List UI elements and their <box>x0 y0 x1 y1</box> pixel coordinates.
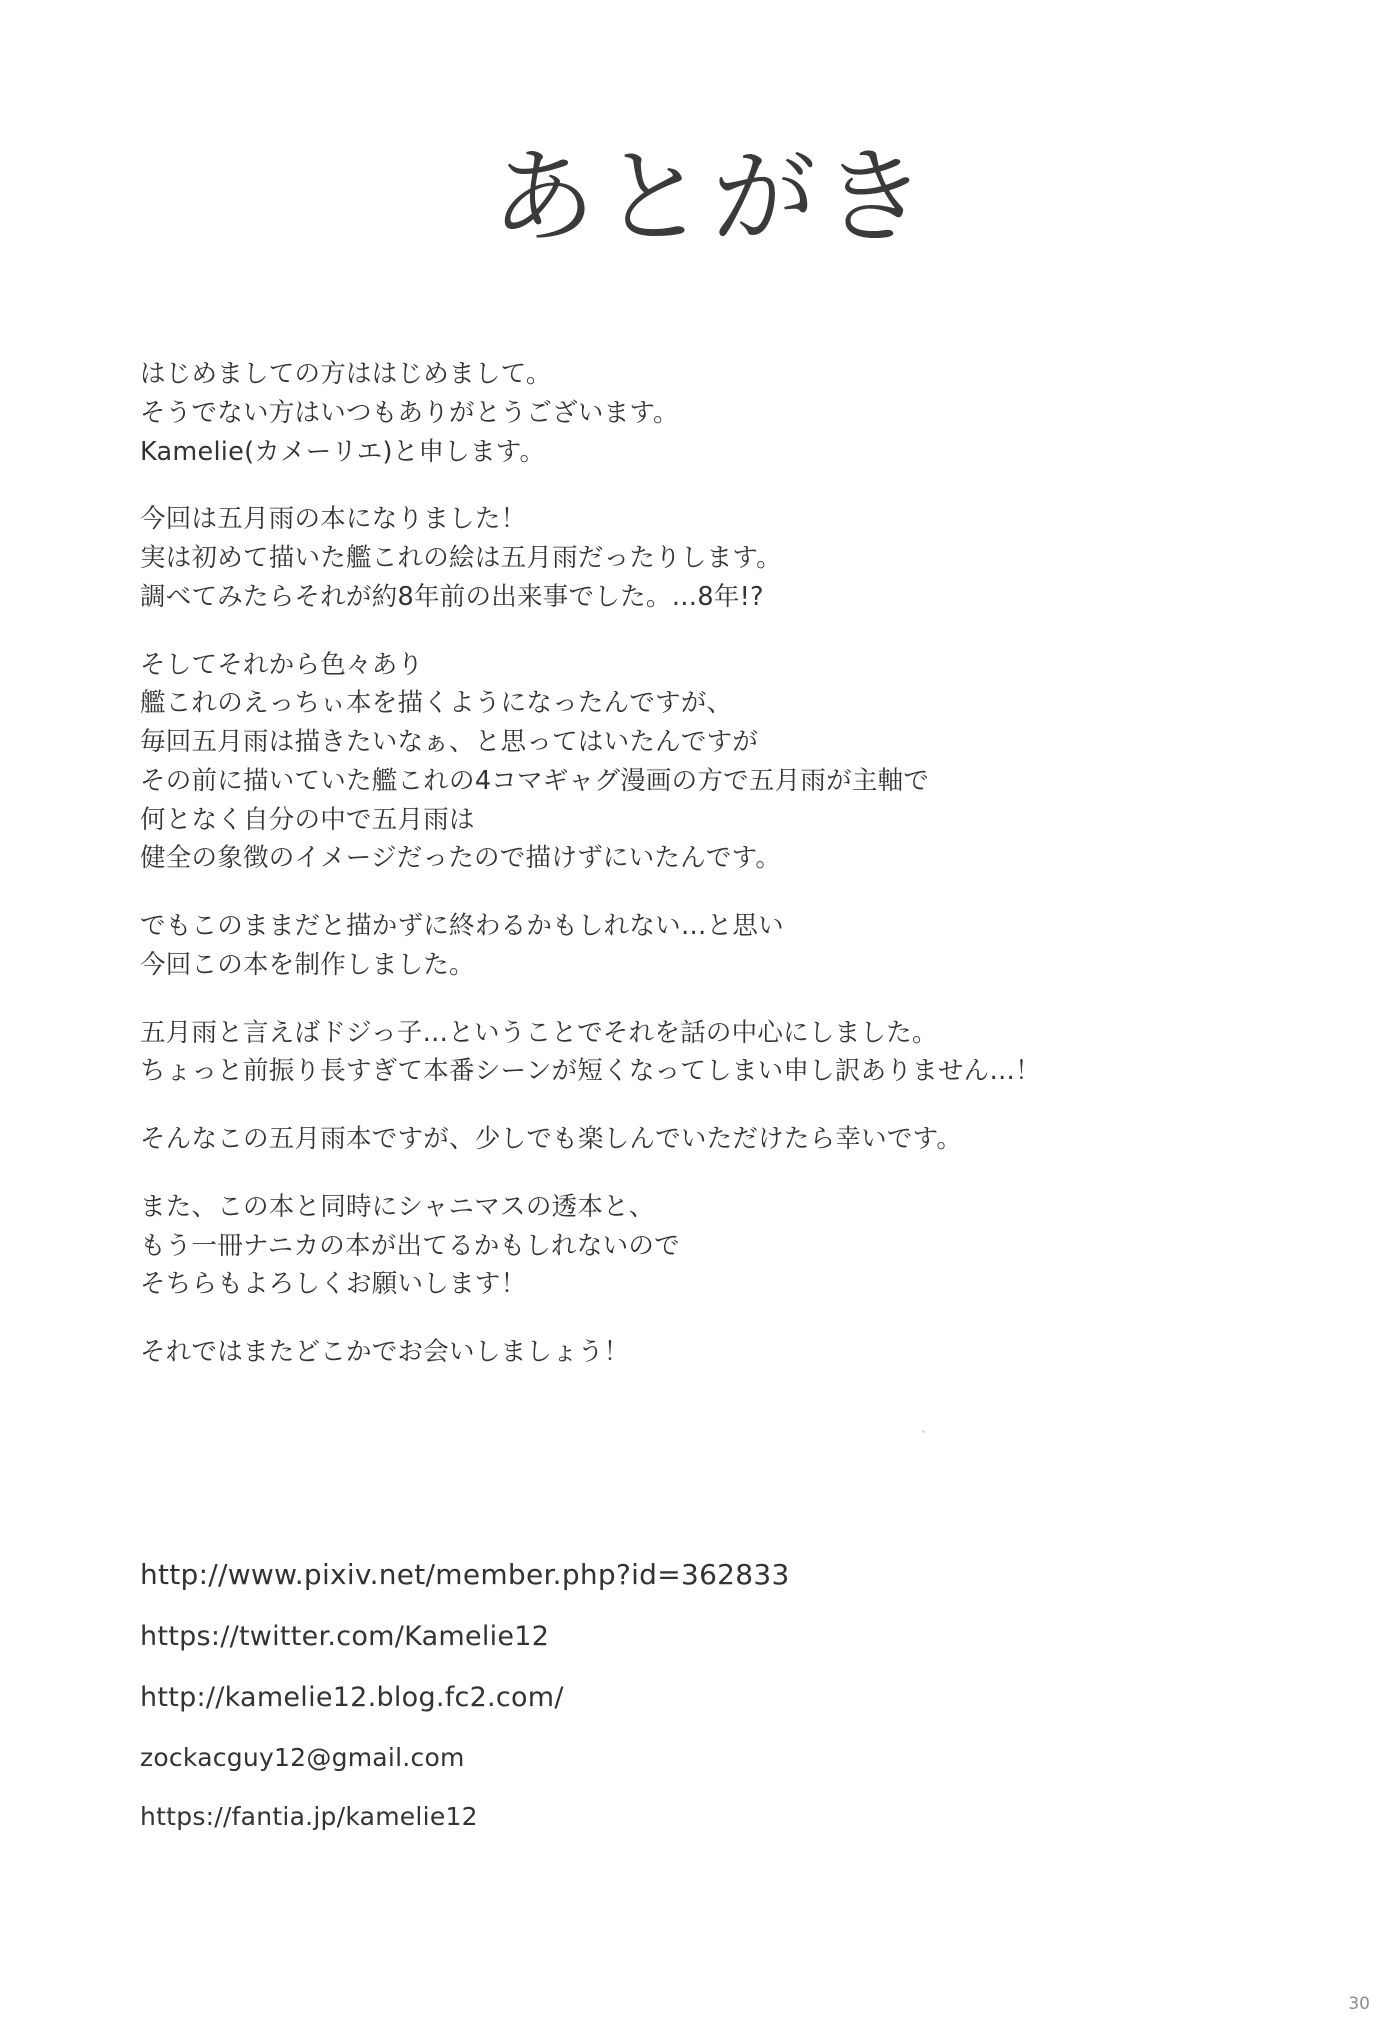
link-blog[interactable]: http://kamelie12.blog.fc2.com/ <box>140 1682 564 1713</box>
paragraph-background <box>140 646 1240 879</box>
paragraph-intro <box>140 355 1240 471</box>
text-line: それではまたどこかでお会いしましょう！ <box>140 1337 630 1367</box>
text-line: 健全の象徴のイメージだったので描けずにいたんです。 <box>140 843 782 874</box>
text-line: はじめましての方ははじめまして。 <box>140 359 552 389</box>
contact-links <box>140 1558 1240 1861</box>
paper-speck <box>922 1430 925 1433</box>
text-line: そうでない方はいつもありがとうございます。 <box>140 397 679 428</box>
text-line: Kamelie(カメーリエ)と申します。 <box>140 436 546 467</box>
paragraph-thanks <box>140 1120 1240 1159</box>
text-line: 調べてみたらそれが約8年前の出来事でした。…8年!? <box>140 581 764 612</box>
text-line: ちょっと前振り長すぎて本番シーンが短くなってしまい申し訳ありません…！ <box>140 1056 1041 1087</box>
link-fantia[interactable]: https://fantia.jp/kamelie12 <box>140 1802 478 1831</box>
text-line: そんなこの五月雨本ですが、少しでも楽しんでいただけたら幸いです。 <box>140 1124 963 1154</box>
text-line: 今回は五月雨の本になりました！ <box>140 504 527 535</box>
text-line: もう一冊ナニカの本が出てるかもしれないので <box>140 1230 680 1261</box>
link-twitter[interactable]: https://twitter.com/Kamelie12 <box>140 1621 550 1652</box>
afterword-body <box>140 355 1240 1372</box>
text-line: 五月雨と言えばドジっ子…ということでそれを話の中心にしました。 <box>140 1017 938 1048</box>
link-email[interactable]: zockacguy12@gmail.com <box>140 1743 465 1772</box>
text-line: そちらもよろしくお願いします！ <box>140 1269 527 1300</box>
text-line: 艦これのえっちぃ本を描くようになったんですが、 <box>140 688 733 719</box>
text-line: 毎回五月雨は描きたいなぁ、と思ってはいたんですが <box>140 727 759 757</box>
paragraph-about-book <box>140 500 1240 616</box>
link-pixiv[interactable]: http://www.pixiv.net/member.php?id=362833 <box>140 1558 790 1591</box>
page-number: 30 <box>1348 1994 1370 2014</box>
text-line: でもこのままだと描かずに終わるかもしれない…と思い <box>140 911 784 941</box>
paragraph-other-books <box>140 1188 1240 1304</box>
paragraph-closing <box>140 1333 1240 1372</box>
text-line: また、この本と同時にシャニマスの透本と、 <box>140 1191 655 1222</box>
text-line: 実は初めて描いた艦これの絵は五月雨だったりします。 <box>140 543 782 573</box>
page-title: あとがき <box>491 136 933 258</box>
text-line: 何となく自分の中で五月雨は <box>140 804 475 835</box>
text-line: 今回この本を制作しました。 <box>140 949 475 980</box>
paragraph-motivation <box>140 907 1240 985</box>
paragraph-theme <box>140 1014 1240 1092</box>
text-line: その前に描いていた艦これの4コマギャグ漫画の方で五月雨が主軸で <box>140 765 930 796</box>
text-line: そしてそれから色々あり <box>140 649 424 680</box>
